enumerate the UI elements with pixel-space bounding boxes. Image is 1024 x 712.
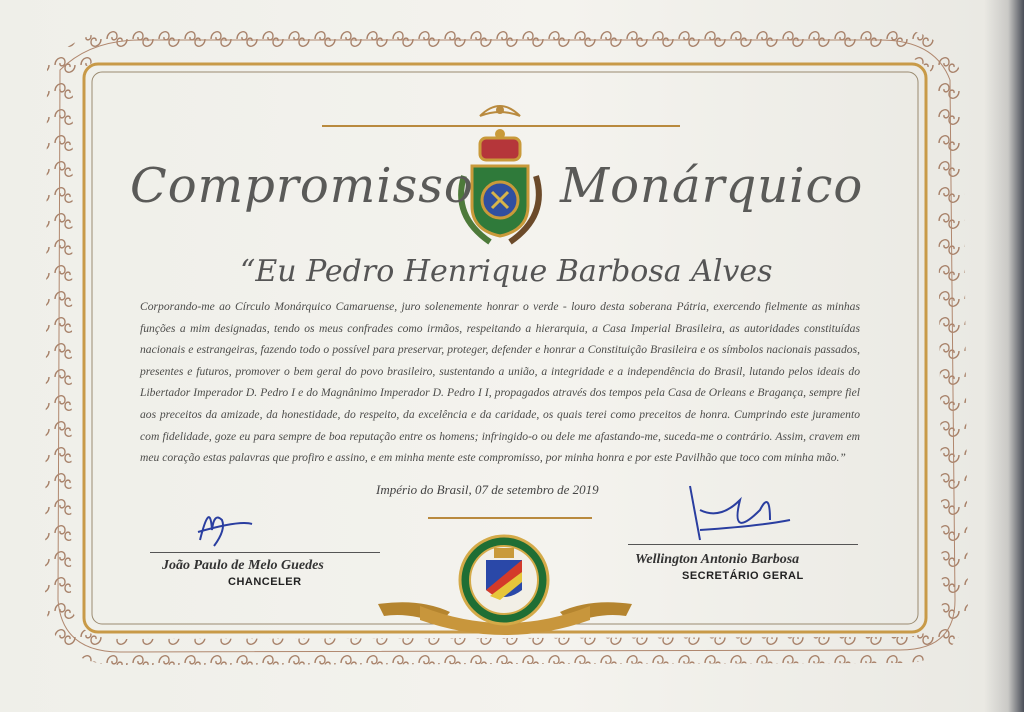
signatory-role-secretario: SECRETÁRIO GERAL	[682, 570, 804, 582]
signatory-role-chanceler: CHANCELER	[228, 576, 302, 588]
place-date: Império do Brasil, 07 de setembro de 2019	[376, 482, 599, 497]
title-left: Compromisso	[130, 158, 474, 214]
top-flourish	[322, 106, 680, 126]
signature-line-right	[628, 544, 858, 545]
oath-name: “Eu Pedro Henrique Barbosa Alves	[240, 254, 773, 289]
title-right: Monárquico	[560, 158, 864, 214]
signatory-name-chanceler: João Paulo de Melo Guedes	[162, 558, 324, 573]
signature-chanceler	[198, 517, 252, 546]
signatory-name-secretario: Wellington Antonio Barbosa	[635, 552, 800, 567]
bottom-seal	[378, 536, 632, 635]
oath-body-text: Corporando-me ao Círculo Monárquico Camaruense, juro solenemente honrar o verde - louro desta soberana Pátria, exercendo fielmente as minhas funções a mim designadas, tendo os meus confrades como irmãos, respeitando a hierarquia, a Casa Imperial Brasileira, as autoridades constituídas nacionais e estrangeiras, fazendo todo o possível para preservar, proteger, defender e honrar a Constituição Brasileira e os símbolos nacionais passados, presentes e futuros, promover o bem geral do povo brasileiro, sustentando a união, a integridade e a independência do Brasil, lutando pelos ideais do Libertador Imperador D. Pedro I e do Magnânimo Imperador D. Pedro I I, propagados através dos tempos pela Casa de Orleans e Bragança, sempre fiel aos preceitos da amizade, da honestidade, do respeito, da excelência e da caridade, os quais terei como preceitos de honra. Cumprindo este juramento com fidelidade, goze eu para sempre de boa reputação entre os homens; infringido-o ou dele me afastando-me, suceda-me o contrário. Assim, cravem em meu coração estas palavras que profiro e assino, e em minha mente este compromisso, por minha honra e por este Pavilhão que toco com minha mão.”	[140, 300, 860, 465]
signature-secretario	[690, 486, 790, 540]
page-edge-shadow	[984, 0, 1024, 712]
signature-line-left	[150, 552, 380, 553]
